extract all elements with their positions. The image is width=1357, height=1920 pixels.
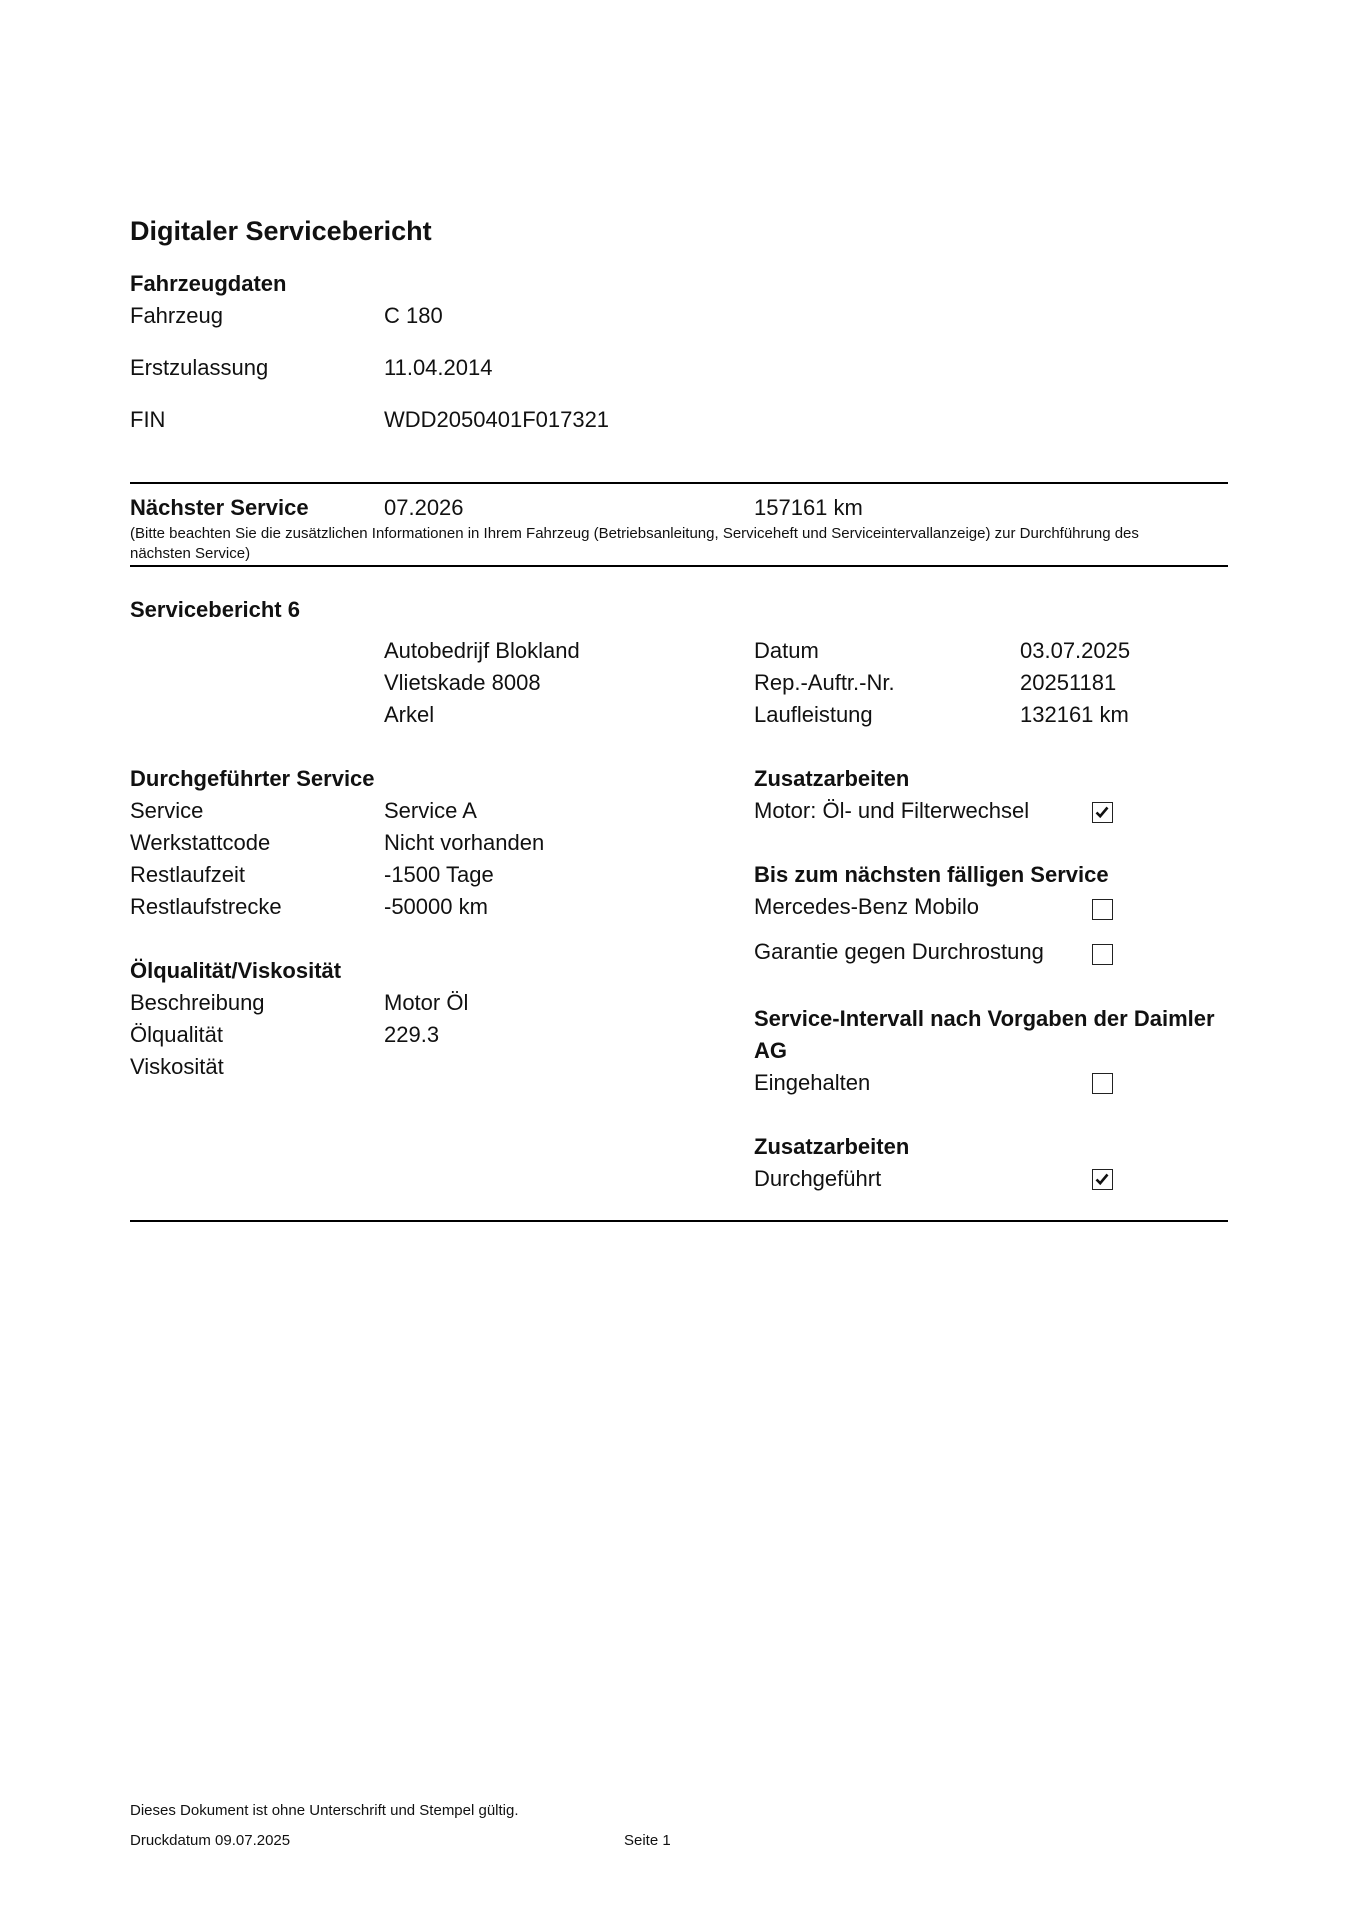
until-next-heading: Bis zum nächsten fälligen Service — [754, 862, 1109, 887]
checkmark-icon — [1094, 1171, 1110, 1187]
divider-next-service — [130, 565, 1228, 567]
footer-print-date: Druckdatum 09.07.2025 — [130, 1832, 291, 1849]
vehicle-value-registration: 11.04.2014 — [384, 355, 493, 380]
interval-checkbox[interactable] — [1092, 1073, 1113, 1094]
performed-label-workshop-code: Werkstattcode — [130, 830, 271, 855]
performed-value-remaining-distance: -50000 km — [384, 894, 488, 919]
mobilo-checkbox[interactable] — [1092, 899, 1113, 920]
oil-label-description: Beschreibung — [130, 990, 265, 1015]
vehicle-value-vin: WDD2050401F017321 — [384, 407, 610, 432]
workshop-street: Vlietskade 8008 — [384, 670, 541, 695]
interval-heading-line2: AG — [754, 1038, 787, 1063]
interval-item-label: Eingehalten — [754, 1070, 871, 1095]
workshop-name: Autobedrijf Blokland — [384, 638, 580, 663]
performed-service-heading: Durchgeführter Service — [130, 766, 375, 791]
report-value-date: 03.07.2025 — [1020, 638, 1131, 663]
oil-heading: Ölqualität/Viskosität — [130, 958, 342, 983]
mobilo-label: Mercedes-Benz Mobilo — [754, 894, 979, 919]
vehicle-label-model: Fahrzeug — [130, 303, 223, 328]
interval-heading-line1: Service-Intervall nach Vorgaben der Daimler — [754, 1006, 1215, 1031]
oil-value-description: Motor Öl — [384, 990, 469, 1015]
vehicle-value-model: C 180 — [384, 303, 443, 328]
vehicle-label-registration: Erstzulassung — [130, 355, 269, 380]
performed-label-service: Service — [130, 798, 204, 823]
report-label-mileage: Laufleistung — [754, 702, 873, 727]
oil-value-quality: 229.3 — [384, 1022, 440, 1047]
page-title: Digitaler Servicebericht — [130, 216, 432, 246]
workshop-city: Arkel — [384, 702, 435, 727]
next-service-mileage: 157161 km — [754, 495, 863, 520]
extra-work-item: Motor: Öl- und Filterwechsel — [754, 798, 1030, 823]
footer-validity: Dieses Dokument ist ohne Unterschrift und Stempel gültig. — [130, 1802, 519, 1819]
extra-work-heading: Zusatzarbeiten — [754, 766, 910, 791]
vehicle-heading: Fahrzeugdaten — [130, 271, 287, 296]
footer-page-number: Seite 1 — [624, 1832, 671, 1849]
report-heading: Servicebericht 6 — [130, 597, 300, 622]
oil-filter-change-checkbox[interactable] — [1092, 802, 1113, 823]
rust-warranty-checkbox[interactable] — [1092, 944, 1113, 965]
performed-value-workshop-code: Nicht vorhanden — [384, 830, 545, 855]
divider-bottom — [130, 1220, 1228, 1222]
next-service-label: Nächster Service — [130, 495, 309, 520]
next-service-note: (Bitte beachten Sie die zusätzlichen Informationen in Ihrem Fahrzeug (Betriebsanleitung, Serviceheft und Serviceintervallanzeige) zur Durchführung des nächsten Service) — [130, 525, 1139, 562]
extra-work2-heading: Zusatzarbeiten — [754, 1134, 910, 1159]
report-label-date: Datum — [754, 638, 819, 663]
extra-work2-item: Durchgeführt — [754, 1166, 882, 1191]
report-value-order: 20251181 — [1020, 670, 1117, 695]
performed-checkbox[interactable] — [1092, 1169, 1113, 1190]
checkmark-icon — [1094, 804, 1110, 820]
performed-value-service: Service A — [384, 798, 477, 823]
vehicle-label-vin: FIN — [130, 407, 166, 432]
performed-label-remaining-distance: Restlaufstrecke — [130, 894, 282, 919]
performed-label-remaining-time: Restlaufzeit — [130, 862, 245, 887]
oil-label-viscosity: Viskosität — [130, 1054, 224, 1079]
performed-value-remaining-time: -1500 Tage — [384, 862, 494, 887]
report-value-mileage: 132161 km — [1020, 702, 1129, 727]
next-service-date: 07.2026 — [384, 495, 464, 520]
oil-label-quality: Ölqualität — [130, 1022, 223, 1047]
report-label-order: Rep.-Auftr.-Nr. — [754, 670, 895, 695]
rust-warranty-label: Garantie gegen Durchrostung — [754, 939, 1044, 964]
divider-top — [130, 482, 1228, 484]
